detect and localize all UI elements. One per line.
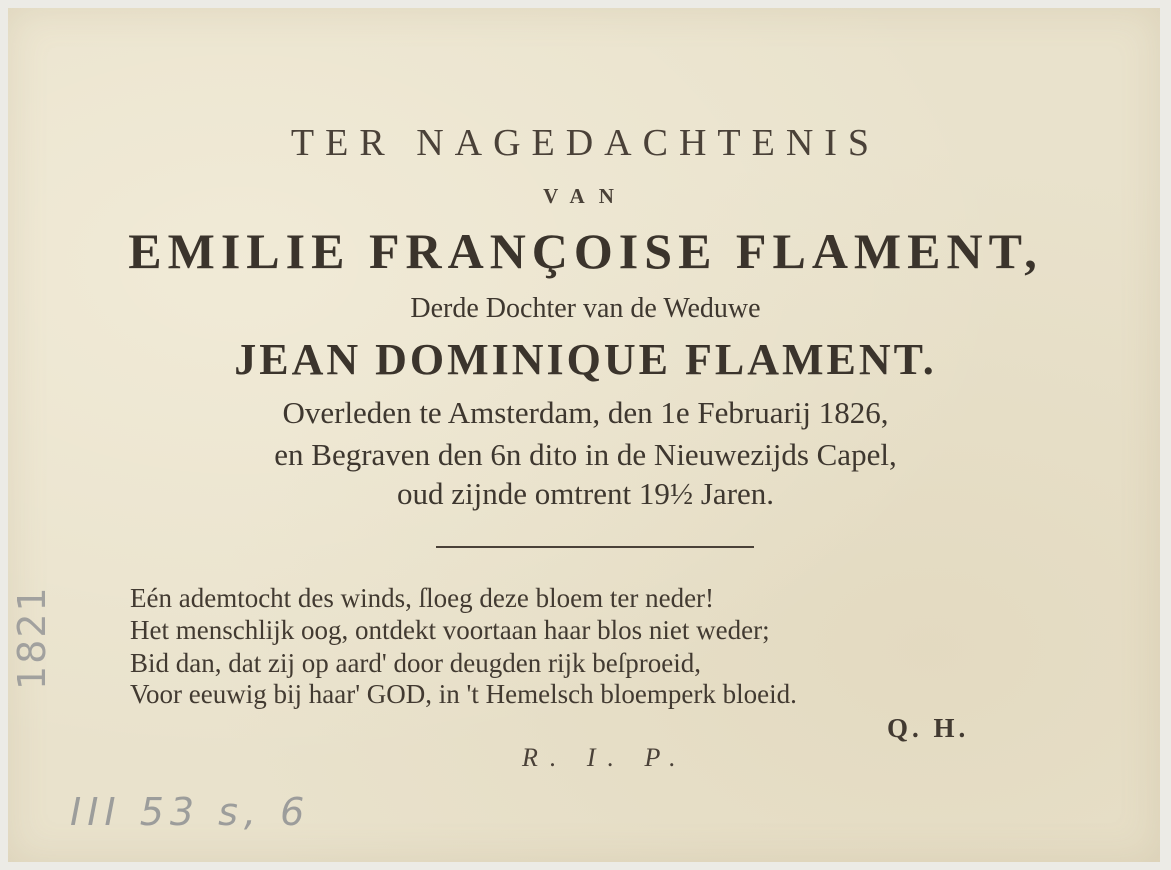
verse-line: Eén ademtocht des winds, ſloeg deze bloem ter neder! (130, 583, 715, 613)
verse-line: Voor eeuwig bij haar' GOD, in 't Hemelsch bloemperk bloeid. (130, 679, 797, 709)
burial-text: en Begraven den 6n dito in de Nieuwezijds Capel, (274, 437, 897, 472)
verse-line: Het menschlijk oog, ontdekt voortaan haar blos niet weder; (130, 615, 770, 645)
rip-text: R. I. P. (522, 743, 688, 772)
age-text: oud zijnde omtrent 19½ Jaren. (396, 476, 775, 511)
death-date-text: Overleden te Amsterdam, den 1e Februarij 1826, (282, 395, 889, 430)
divider-rule (436, 546, 754, 548)
deceased-name: EMILIE FRANÇOISE FLAMENT, (128, 223, 1043, 279)
heading-in-memory: TER NAGEDACHTENIS (290, 122, 881, 164)
relation-text: Derde Dochter van de Weduwe (410, 293, 761, 324)
author-initials: Q. H. (887, 713, 970, 743)
pencil-annotation-catalog: III 53 s, 6 (70, 790, 311, 834)
heading-van: VAN (543, 184, 628, 208)
pencil-annotation-year: 1821 (10, 585, 54, 690)
verse-line: Bid dan, dat zij op aard' door deugden rijk beſproeid, (130, 648, 701, 678)
parent-name: JEAN DOMINIQUE FLAMENT. (234, 335, 937, 384)
